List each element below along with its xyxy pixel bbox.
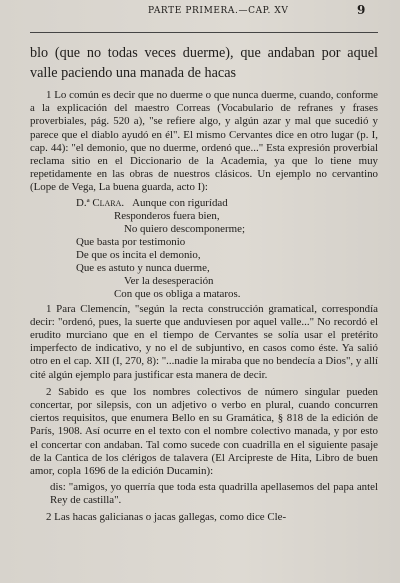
verse-line-8: Con que os obliga a mataros. <box>114 287 241 300</box>
verse-speaker: D.ª Clara. <box>76 196 125 209</box>
footnote-2-part-2: 2 Las hacas galicianas o jacas gallegas, como dice Cle- <box>46 510 287 523</box>
verse-line-2: Responderos fuera bien, <box>114 209 220 222</box>
block-quotation: dis: "amigos, yo querría que toda esta quadrilla apellasemos del papa antel Rey de castilla". <box>50 481 378 507</box>
verse-line-7: Ver la desesperación <box>124 274 214 287</box>
page-number: 9 <box>357 3 366 17</box>
running-header <box>30 0 378 33</box>
running-head-title: PARTE PRIMERA.—CAP. XV <box>148 6 289 16</box>
verse-line-6: Que es astuto y nunca duerme, <box>76 261 210 274</box>
verse-line-3: No quiero descomponerme; <box>124 222 245 235</box>
footnote-1-part-2: 1 Para Clemencín, "según la recta construcción gramatical, correspondía decir: "ordenó, pues, la suerte que anduviesen por aquel valle..." No recordó el erudito murciano que en el tiempo de Cervantes se solía usar el pretérito imperfecto de indicativo, y no el de subjuntivo, en casos como éste. Ya salió otro en el cap. XII (I, 270, 8): "...nadie la miraba que no bendecía a Dios", y allí cité algún ejemplo para justificar esta manera de decir. <box>30 302 378 381</box>
verse-line-1: D.ª Clara. Aunque con rigurídad <box>76 196 228 209</box>
footnote-2-part-1: 2 Sabido es que los nombres colectivos de número singular pueden concertar, por silepsis, con un adjetivo o verbo en plural, cuando concurren ciertos requisitos, que enumera Bello en su Gramática, § 818 de la edición de París, 1908. Así ocurre en el texto con el nombre colectivo manada, y por esto el concertar con andaban. Tal como sucede con cuadrilla en el siguiente pasaje de la Cantica de los clérigos de talavera (El Arcipreste de Hita, Libro de buen amor, copla 1696 de la edición Ducamin): <box>30 385 378 478</box>
footnote-1-part-1: 1 Lo común es decir que no duerme o que nunca duerme, cuando, conforme a la explicación del maestro Correas (Vocabulario de refranes y frases proverbiales, pág. 520 a), "se refiere algo, y algún azar y mal que sucedió y parece que el diablo ayudó en él". El mismo Cervantes dice en otro lugar (p. I, cap. 44): "el demonio, que no duerme, ordenó que..." Esta expresión proverbial reclama sitio en el Diccionario de la Academia, ya que lo tiene muy repetidamente en las obras de nuestros clásicos. Un ejemplo no cervantino (Lope de Vega, La buena guarda, acto I): <box>30 89 378 194</box>
footnotes <box>30 89 378 524</box>
verse-quotation <box>76 197 378 301</box>
verse-line-5: De que os incita el demonio, <box>76 248 201 261</box>
main-text-paragraph: blo (que no todas veces duerme), que andaban por aquel valle paciendo una manada de hacas <box>30 45 378 81</box>
verse-line-4: Que basta por testimonio <box>76 235 186 248</box>
main-text-block <box>30 43 378 83</box>
